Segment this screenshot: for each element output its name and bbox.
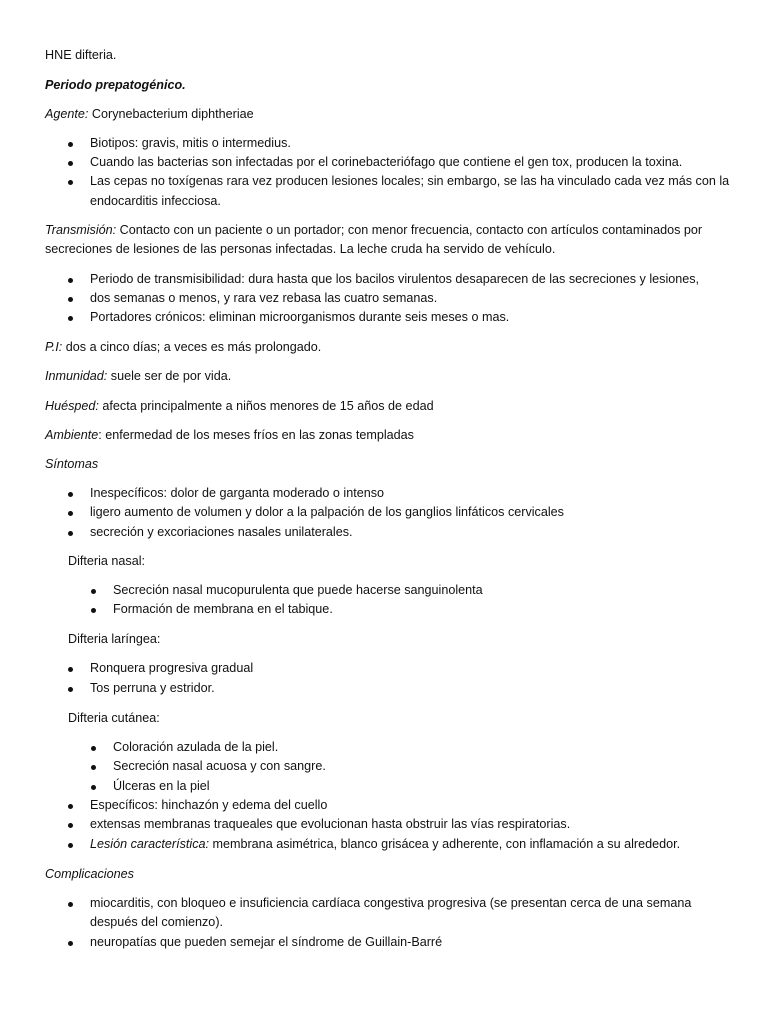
list-item: Formación de membrana en el tabique.	[113, 602, 333, 616]
inmunidad-paragraph	[45, 367, 231, 387]
bullet-marker	[68, 142, 73, 147]
bullet-marker	[68, 531, 73, 536]
pi-label: P.I:	[45, 340, 63, 354]
list-item: neuropatías que pueden semejar el síndrome de Guillain-Barré	[90, 935, 443, 949]
bullet-marker	[68, 687, 73, 692]
lesion-label: Lesión característica:	[90, 837, 209, 851]
list-item-continuation: endocarditis infecciosa.	[90, 194, 221, 208]
difteria-nasal-heading: Difteria nasal:	[68, 554, 145, 568]
list-item: Ronquera progresiva gradual	[90, 661, 254, 675]
list-item: Úlceras en la piel	[113, 779, 210, 793]
ambiente-paragraph	[45, 426, 414, 446]
sintomas-heading: Síntomas	[45, 457, 99, 471]
bullet-marker	[68, 161, 73, 166]
ambiente-text: : enfermedad de los meses fríos en las zonas templadas	[98, 428, 414, 442]
bullet-marker	[68, 278, 73, 283]
list-item: Secreción nasal acuosa y con sangre.	[113, 759, 326, 773]
list-item: Biotipos: gravis, mitis o intermedius.	[90, 136, 291, 150]
huesped-label: Huésped:	[45, 399, 99, 413]
bullet-marker	[91, 608, 96, 613]
inmunidad-label: Inmunidad:	[45, 369, 108, 383]
bullet-marker	[91, 765, 96, 770]
list-item: extensas membranas traqueales que evolucionan hasta obstruir las vías respiratorias.	[90, 817, 571, 831]
agente-paragraph	[45, 105, 254, 125]
list-item: Cuando las bacterias son infectadas por el corinebacteriófago que contiene el gen tox, producen la toxina.	[90, 155, 683, 169]
transmision-paragraph	[45, 221, 702, 241]
list-item: Portadores crónicos: eliminan microorganismos durante seis meses o mas.	[90, 310, 510, 324]
difteria-cutanea-heading: Difteria cutánea:	[68, 711, 160, 725]
bullet-marker	[68, 316, 73, 321]
bullet-marker	[68, 180, 73, 185]
list-item: Coloración azulada de la piel.	[113, 740, 279, 754]
huesped-text: afecta principalmente a niños menores de 15 años de edad	[98, 399, 434, 413]
complicaciones-heading: Complicaciones	[45, 867, 134, 881]
list-item: Tos perruna y estridor.	[90, 681, 215, 695]
transmision-label: Transmisión:	[45, 223, 117, 237]
list-item	[90, 835, 680, 855]
list-item: Las cepas no toxígenas rara vez producen lesiones locales; sin embargo, se las ha vinculado cada vez más con la	[90, 174, 730, 188]
bullet-marker	[91, 746, 96, 751]
bullet-marker	[68, 843, 73, 848]
list-item: Secreción nasal mucopurulenta que puede hacerse sanguinolenta	[113, 583, 483, 597]
list-item: ligero aumento de volumen y dolor a la palpación de los ganglios linfáticos cervicales	[90, 505, 564, 519]
list-item: secreción y excoriaciones nasales unilaterales.	[90, 525, 353, 539]
ambiente-label: Ambiente	[45, 428, 99, 442]
bullet-marker	[91, 785, 96, 790]
bullet-marker	[68, 941, 73, 946]
lesion-text: membrana asimétrica, blanco grisácea y adherente, con inflamación a su alrededor.	[209, 837, 681, 851]
list-item: miocarditis, con bloqueo e insuficiencia cardíaca congestiva progresiva (se presentan cerca de una semana	[90, 896, 692, 910]
bullet-marker	[68, 804, 73, 809]
huesped-paragraph	[45, 397, 434, 417]
bullet-marker	[68, 823, 73, 828]
bullet-marker	[68, 902, 73, 907]
inmunidad-text: suele ser de por vida.	[107, 369, 232, 383]
section-heading: Periodo prepatogénico.	[45, 78, 186, 92]
agente-text: Corynebacterium diphtheriae	[88, 107, 254, 121]
agente-label: Agente:	[45, 107, 89, 121]
list-item: dos semanas o menos, y rara vez rebasa las cuatro semanas.	[90, 291, 438, 305]
list-item: Específicos: hinchazón y edema del cuello	[90, 798, 328, 812]
bullet-marker	[91, 589, 96, 594]
bullet-marker	[68, 492, 73, 497]
bullet-marker	[68, 511, 73, 516]
bullet-marker	[68, 667, 73, 672]
list-item: Periodo de transmisibilidad: dura hasta que los bacilos virulentos desaparecen de las secreciones y lesiones,	[90, 272, 700, 286]
list-item-continuation: después del comienzo).	[90, 915, 224, 929]
pi-paragraph	[45, 338, 321, 358]
transmision-paragraph-line2: secreciones de lesiones de las personas infectadas. La leche cruda ha servido de vehículo.	[45, 242, 556, 256]
pi-text: dos a cinco días; a veces es más prolongado.	[62, 340, 322, 354]
document-title: HNE difteria.	[45, 48, 117, 62]
difteria-laringea-heading: Difteria laríngea:	[68, 632, 161, 646]
list-item: Inespecíficos: dolor de garganta moderado o intenso	[90, 486, 385, 500]
transmision-text: Contacto con un paciente o un portador; con menor frecuencia, contacto con artículos contaminados por	[116, 223, 703, 237]
bullet-marker	[68, 297, 73, 302]
